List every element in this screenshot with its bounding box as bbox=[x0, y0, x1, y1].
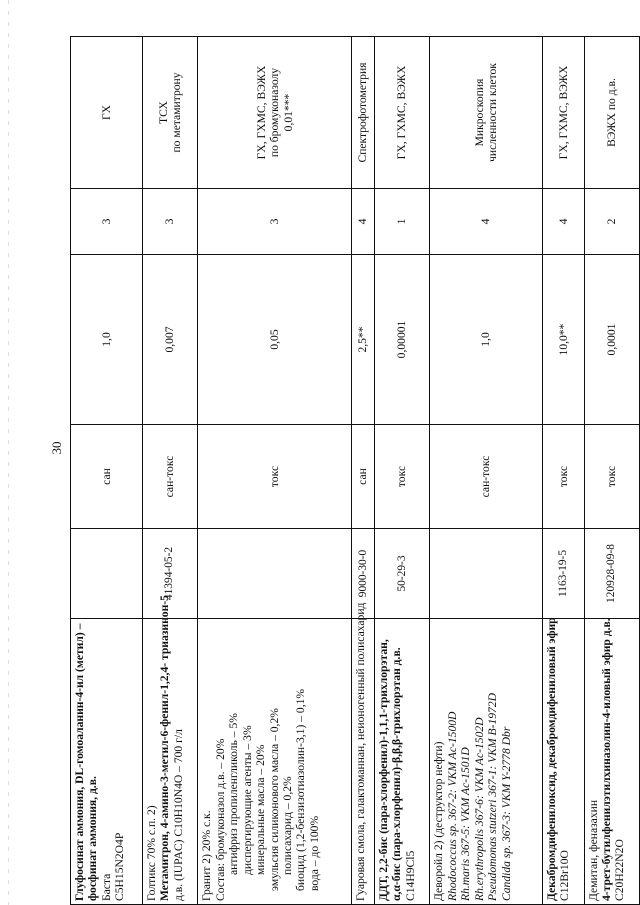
hazard-class-cell: 3 bbox=[71, 189, 143, 255]
method-line: ГХ, ГХМС, ВЭЖХ bbox=[556, 65, 570, 160]
limit-value-cell: 1,0 bbox=[430, 255, 543, 425]
substance-name-line: Декабромдифенилоксид, декабромдифениловый эфир bbox=[544, 617, 558, 901]
formula-line: C14H9Cl5 bbox=[403, 850, 417, 901]
hazard-class-cell: 4 bbox=[542, 189, 584, 255]
strain-line: Candida sp. 367-3: VKM Y-2778 Dbr bbox=[499, 726, 513, 901]
cas-number-cell: 50-29-3 bbox=[374, 529, 429, 619]
cas-number-cell: 9000-30-0 bbox=[352, 529, 375, 619]
method-line: Микроскопия bbox=[472, 78, 486, 147]
method-cell bbox=[352, 37, 375, 189]
rotated-table-inner bbox=[70, 37, 640, 905]
limit-value-cell: 0,007 bbox=[142, 255, 197, 425]
formula-line: C20H22N2O bbox=[613, 839, 627, 901]
hazard-type-cell: сан-токс bbox=[142, 425, 197, 529]
table-row bbox=[584, 37, 639, 905]
hazard-class-cell: 3 bbox=[142, 189, 197, 255]
substance-name-line: Деворойл 2) (деструктор нефти) bbox=[432, 741, 446, 901]
method-cell bbox=[584, 37, 639, 189]
substance-name-cell bbox=[352, 602, 375, 905]
cas-number-cell: 1163-19-5 bbox=[542, 529, 584, 619]
table-row bbox=[542, 37, 584, 905]
substance-name-line: α,α-бис (пара-хлорфенил)-β,β,β-трихлорэтан д.в. bbox=[390, 647, 404, 901]
cas-number-cell bbox=[71, 529, 143, 619]
substance-name-cell bbox=[374, 619, 429, 905]
formula-line: C5H15N2O4P bbox=[113, 832, 127, 901]
method-line: ГХ, ГХМС, ВЭЖХ bbox=[254, 65, 268, 160]
table-row bbox=[430, 37, 543, 905]
substance-name-line: 4-трет-бутилфенилэтилхиназолин-4-иловый эфир д.в. bbox=[599, 618, 613, 901]
table-row bbox=[142, 37, 197, 905]
hazard-type-cell: токс bbox=[542, 425, 584, 529]
page-number: 30 bbox=[49, 441, 64, 455]
substance-name-line: Состав: бромуконазол д.в. – 20% bbox=[213, 738, 227, 901]
scan-edge-mark bbox=[8, 0, 9, 905]
substance-name-line: Гранит 2) 20% с.к. bbox=[200, 810, 214, 901]
substance-name-line: эмульсия силиконового масла – 0,2% bbox=[267, 708, 281, 891]
substance-name-cell bbox=[142, 595, 197, 905]
cas-number-cell bbox=[198, 529, 352, 619]
substance-name-cell bbox=[584, 619, 639, 905]
limit-value-cell: 1,0 bbox=[71, 255, 143, 425]
table-row bbox=[71, 37, 143, 905]
hazard-class-cell: 4 bbox=[352, 189, 375, 255]
method-cell bbox=[542, 37, 584, 189]
hazard-type-cell: токс bbox=[374, 425, 429, 529]
substance-name-line: Демитан, феназахин bbox=[586, 799, 600, 901]
limit-value-cell: 0,05 bbox=[198, 255, 352, 425]
method-line: ВЭЖХ по д.в. bbox=[605, 78, 619, 147]
substance-name-cell bbox=[430, 619, 543, 905]
method-line: Спектрофотометрия bbox=[356, 62, 370, 163]
cas-number-cell bbox=[430, 529, 543, 619]
substance-name-cell bbox=[542, 619, 584, 905]
strain-line: Rh.maris 367-5: VKM Ac-1501D bbox=[459, 747, 473, 901]
hazard-class-cell: 4 bbox=[430, 189, 543, 255]
method-line: численности клеток bbox=[486, 63, 500, 162]
strain-line: Rhodococcus sp. 367-2: VKM Ac-1500D bbox=[445, 711, 459, 901]
strain-line: Pseudomonas stutzeri 367-1: VKM B-1972D bbox=[486, 692, 500, 901]
method-line: 0,01*** bbox=[281, 93, 295, 132]
substance-name-line: Голтикс 70% с.п. 2) bbox=[144, 805, 158, 901]
limit-value-cell: 0,0001 bbox=[584, 255, 639, 425]
method-line: по бромуконазолу bbox=[268, 67, 282, 158]
hazard-class-cell: 2 bbox=[584, 189, 639, 255]
substance-name-line: Баста bbox=[99, 873, 113, 901]
hazard-type-cell: сан bbox=[71, 425, 143, 529]
hazard-class-cell: 1 bbox=[374, 189, 429, 255]
rotated-table-area bbox=[70, 37, 640, 905]
strain-line: Rh.erythropolis 367-6: VKM Ac-1502D bbox=[472, 717, 486, 901]
substance-name-line: Глуфосинат аммония, DL-гомоаланин-4-ил (метил) – bbox=[73, 623, 86, 901]
method-cell bbox=[430, 37, 543, 189]
method-line: ГХ, ГХМС, ВЭЖХ bbox=[395, 65, 409, 160]
method-cell bbox=[198, 37, 352, 189]
substance-name-line: д.в. (IUPAC) C10H10N4O – 700 г/л bbox=[171, 729, 185, 901]
method-line: ТСХ bbox=[156, 101, 170, 124]
substance-name-line: антифриз пропиленгликоль – 5% bbox=[227, 713, 241, 875]
substance-name-line: биоцид (1,2-бензизотиазолин-3,1) – 0,1% bbox=[294, 688, 308, 891]
substance-name-line: вода – до 100% bbox=[307, 815, 321, 891]
cas-number-cell: 41394-05-2 bbox=[142, 529, 197, 619]
method-cell bbox=[142, 37, 197, 189]
table-row bbox=[198, 37, 352, 905]
limit-value-cell: 0,00001 bbox=[374, 255, 429, 425]
substance-name-cell bbox=[71, 619, 143, 905]
hazard-type-cell: сан-токс bbox=[430, 425, 543, 529]
limit-value-cell: 2,5** bbox=[352, 255, 375, 425]
substance-name-line: Гуаровая смола, галактоманнан, неионогенный полисахарид bbox=[354, 602, 368, 901]
table-row bbox=[352, 37, 375, 905]
hazard-type-cell: токс bbox=[198, 425, 352, 529]
formula-line: C12Br10O bbox=[558, 850, 572, 901]
cas-number-cell: 120928-09-8 bbox=[584, 529, 639, 619]
method-cell bbox=[71, 37, 143, 189]
hazard-type-cell: сан bbox=[352, 425, 375, 529]
standards-table bbox=[70, 36, 640, 905]
substance-name-line: полисахарид – 0,2% bbox=[280, 776, 294, 875]
substance-name-cell bbox=[198, 619, 352, 905]
substance-name-line: Метамитрон, 4-амино-3-метил-6-фенил-1,2,4- триазинон-5 bbox=[158, 595, 172, 901]
substance-name-line: ДДТ, 2,2-бис (пара-хлорфенил)-1,1,1-трихлорэтан, bbox=[376, 639, 390, 901]
hazard-type-cell: токс bbox=[584, 425, 639, 529]
hazard-class-cell: 3 bbox=[198, 189, 352, 255]
method-cell bbox=[374, 37, 429, 189]
substance-name-line: диспергирующие агенты – 3% bbox=[240, 725, 254, 875]
limit-value-cell: 10,0** bbox=[542, 255, 584, 425]
substance-name-line: фосфинат аммония, д.в. bbox=[86, 776, 100, 901]
method-line: по метамитрону bbox=[170, 72, 184, 153]
table-row bbox=[374, 37, 429, 905]
method-line: ГХ bbox=[99, 104, 113, 121]
substance-name-line: минеральные масла – 20% bbox=[254, 744, 268, 875]
